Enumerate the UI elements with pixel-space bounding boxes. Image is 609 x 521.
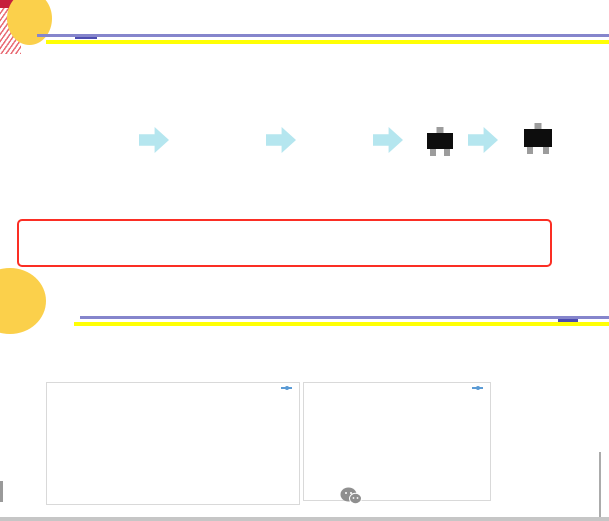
bin11-ng-line-chart [304,397,490,497]
flow-arrow-icon [266,127,296,153]
right-frame-line [599,452,601,521]
chart-legend [281,387,294,393]
flow-arrow-icon [373,127,403,153]
package-pin [437,127,444,133]
chart-legend [472,387,485,393]
corner-bracket-decor [0,481,10,502]
slide1-underline-purple [37,34,609,37]
chart-panel-bin11-ng [303,382,491,501]
packaged-die-icon [427,133,453,149]
package-pin [535,123,542,129]
slide2-underline-purple [80,316,609,319]
package-pin [444,149,450,156]
package-pin [527,147,533,154]
wechat-icon [340,487,362,505]
bin1-good-line-chart [47,398,299,504]
package-pin [543,147,549,154]
test-ic-icon [524,129,552,147]
die-grid-icon [303,117,349,163]
bottom-frame-line [0,517,609,521]
wafer-stack-icon [66,101,116,173]
yellow-circle-decor-middle [0,268,46,334]
legend-line-marker-icon [281,387,292,389]
legend-line-marker-icon [472,387,483,389]
slide1-underline-yellow [46,40,609,44]
flow-section-heading [28,50,32,67]
package-pin [430,149,436,156]
flow-arrow-icon [468,127,498,153]
chart-panel-bin1-good [46,382,300,505]
cp-wafer-map-icon [184,103,256,177]
yellow-circle-decor-top [7,0,52,45]
flow-arrow-icon [139,127,169,153]
findings-highlight-box [17,219,552,267]
slide2-underline-yellow [74,322,609,326]
